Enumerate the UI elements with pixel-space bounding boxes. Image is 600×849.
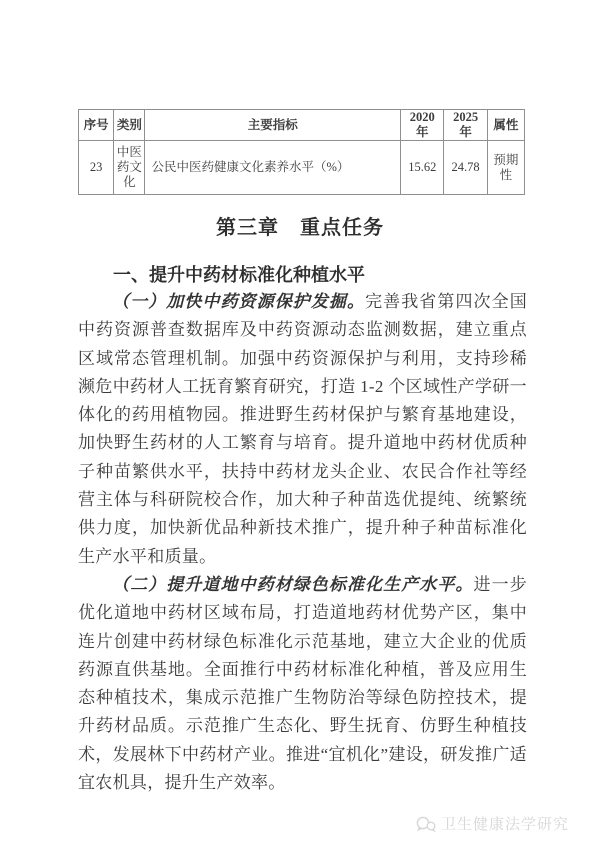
- paragraph-2-body: 进一步优化道地中药材区域布局，打造道地药材优势产区，集中连片创建中药材绿色标准化示范基地，建立大企业的优质药源直供基地。全面推行中药材标准化种植，普及应用生态种植技术，集成示范推广生物防治等绿色防控技术，提升药材品质。示范推广生态化、野生抚育、仿野生种植技术，发展林下中药材产业。推进“宜机化”建设，研发推广适宜农机具，提升生产效率。: [78, 574, 528, 793]
- paragraph-1-body: 完善我省第四次全国中药资源普查数据库及中药资源动态监测数据，建立重点区域常态管理机制。加强中药资源保护与利用，支持珍稀濒危中药材人工抚育繁育研究，打造 1-2 个区域性产学研一体化的药用植物园。推进野生药材保护与繁育基地建设，加快野生药材的人工繁育与培育。提升道地中药材优质种子种苗繁供水平，扶持中药材龙头企业、农民合作社等经营主体与科研院校合作，加大种子种苗选优提纯、统繁统供力度，加快新优品种新技术推广，提升种子种苗标准化生产水平和质量。: [78, 292, 527, 566]
- header-year-2025: 2025 年: [444, 110, 487, 141]
- indicator-table: [78, 109, 525, 195]
- body-text-block: [78, 288, 527, 797]
- chat-bubbles-icon: [415, 815, 437, 833]
- indicator-table-container: [78, 109, 525, 195]
- paragraph-2-lead: （二）提升道地中药材绿色标准化生产水平。: [112, 574, 474, 594]
- paragraph-1-lead: （一）加快中药资源保护发掘。: [112, 292, 366, 311]
- watermark: [415, 813, 569, 834]
- cell-indicator: 公民中医药健康文化素养水平（%）: [145, 141, 401, 195]
- cell-attribute: 预期性: [487, 141, 524, 195]
- cell-value-2025: 24.78: [444, 141, 487, 195]
- header-attribute: 属性: [487, 110, 524, 141]
- table-row: [79, 141, 525, 195]
- section-title: 一、提升中药材标准化种植水平: [113, 265, 365, 285]
- header-serial-no: 序号: [79, 110, 114, 141]
- chapter-title: 第三章 重点任务: [216, 217, 384, 239]
- paragraph-2: [78, 571, 527, 797]
- table-header-row: [79, 110, 525, 141]
- watermark-text: 卫生健康法学研究: [440, 816, 569, 833]
- cell-serial-no: 23: [79, 141, 114, 195]
- cell-value-2020: 15.62: [401, 141, 444, 195]
- header-year-2020: 2020 年: [401, 110, 444, 141]
- header-main-indicator: 主要指标: [145, 110, 401, 141]
- header-category: 类别: [114, 110, 145, 141]
- paragraph-1: [78, 288, 527, 571]
- cell-category: 中医药文化: [114, 141, 145, 195]
